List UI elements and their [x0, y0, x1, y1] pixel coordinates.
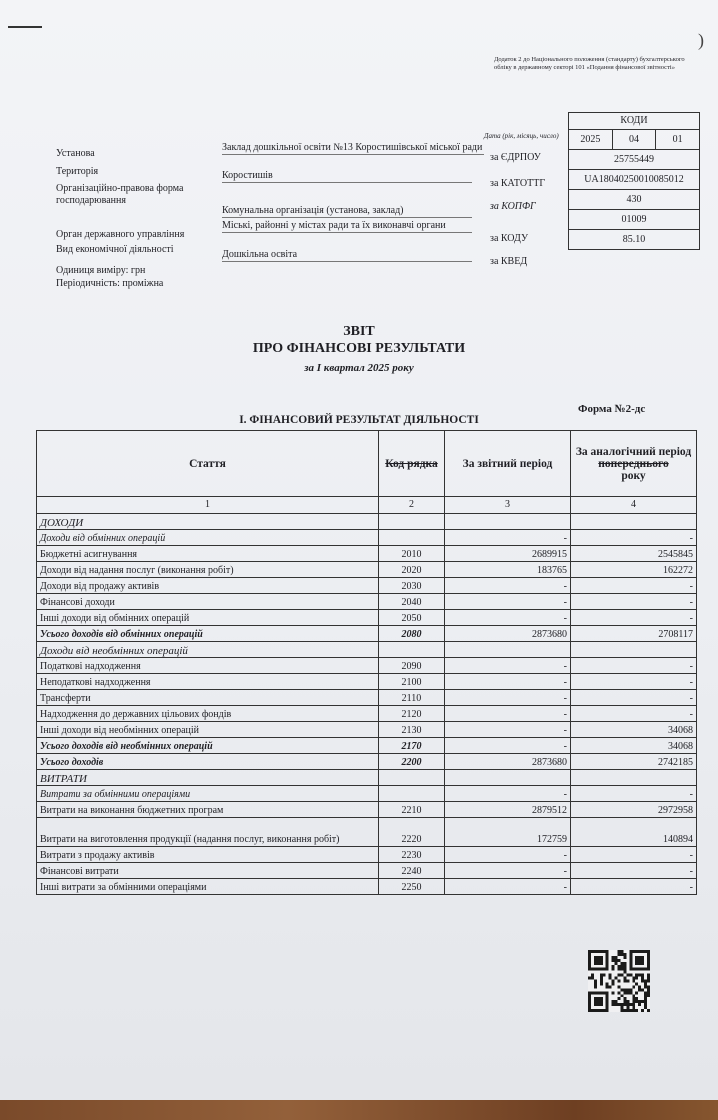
table-row [37, 562, 697, 578]
label-kved: за КВЕД [490, 256, 528, 267]
legal-form-label: Організаційно-правова форма господарювання [56, 183, 184, 206]
authority-label: Орган державного управління [56, 229, 185, 240]
label-edrpou: за ЄДРПОУ [490, 152, 541, 163]
row-previous: 140894 [571, 818, 697, 847]
code-month: 04 [613, 130, 657, 149]
row-name: Доходи від необмінних операцій [37, 642, 379, 658]
row-current: - [445, 863, 571, 879]
row-current: 2689915 [445, 546, 571, 562]
header-previous: За аналогічний період попереднього року [571, 431, 697, 497]
row-name: ВИТРАТИ [37, 770, 379, 786]
row-code: 2120 [379, 706, 445, 722]
row-name: Надходження до державних цільових фондів [37, 706, 379, 722]
table-row [37, 514, 697, 530]
row-code [379, 642, 445, 658]
table-surface [0, 1100, 718, 1120]
row-previous: 34068 [571, 738, 697, 754]
row-previous [571, 642, 697, 658]
row-current: - [445, 578, 571, 594]
row-current: - [445, 690, 571, 706]
form-number: Форма №2-дс [578, 403, 646, 415]
row-current: 172759 [445, 818, 571, 847]
row-previous: 2545845 [571, 546, 697, 562]
row-name: Доходи від продажу активів [37, 578, 379, 594]
row-code: 2200 [379, 754, 445, 770]
row-code: 2230 [379, 847, 445, 863]
row-code: 2250 [379, 879, 445, 895]
table-row [37, 818, 697, 847]
row-code: 2090 [379, 658, 445, 674]
row-name: Усього доходів від необмінних операцій [37, 738, 379, 754]
code-katottg: UA18040250010085012 [569, 170, 699, 190]
label-kodu: за КОДУ [490, 233, 529, 244]
row-name: Фінансові витрати [37, 863, 379, 879]
row-name: Доходи від обмінних операцій [37, 530, 379, 546]
row-previous [571, 770, 697, 786]
table-row [37, 658, 697, 674]
row-previous: - [571, 594, 697, 610]
table-row [37, 690, 697, 706]
row-current [445, 642, 571, 658]
label-katottg: за КАТОТТГ [490, 178, 546, 189]
institution-label: Установа [56, 148, 95, 159]
activity-label: Вид економічної діяльності [56, 244, 174, 255]
row-code: 2050 [379, 610, 445, 626]
table-body [37, 514, 697, 895]
row-previous: - [571, 658, 697, 674]
row-previous: - [571, 610, 697, 626]
code-kved: 85.10 [622, 234, 646, 245]
row-name: Витрати за обмінними операціями [37, 786, 379, 802]
table-row [37, 879, 697, 895]
row-previous: 2972958 [571, 802, 697, 818]
row-previous: - [571, 530, 697, 546]
table-row [37, 738, 697, 754]
institution-value: Заклад дошкільної освіти №13 Коростишівської міської ради [222, 142, 483, 153]
row-name: Усього доходів [37, 754, 379, 770]
territory-label: Територія [56, 166, 99, 177]
table-row [37, 706, 697, 722]
row-code: 2100 [379, 674, 445, 690]
appendix-note: Додаток 2 до Національного положення (стандарту) бухгалтерського обліку в державному секторі 101 «Подання фінансової звітності» [494, 56, 685, 71]
row-previous [571, 514, 697, 530]
code-kopfg: 430 [569, 190, 699, 210]
table-row [37, 786, 697, 802]
territory-value: Коростишів [222, 170, 472, 183]
table-row [37, 578, 697, 594]
qr-code [588, 950, 650, 1012]
codes-header: КОДИ [569, 113, 699, 130]
table-row [37, 863, 697, 879]
row-previous: 34068 [571, 722, 697, 738]
row-name: Податкові надходження [37, 658, 379, 674]
label-kopfg: за КОПФГ [490, 201, 536, 212]
activity-value: Дошкільна освіта [222, 249, 472, 262]
row-current [445, 770, 571, 786]
row-current: - [445, 610, 571, 626]
row-current: - [445, 738, 571, 754]
table-header-row [37, 431, 697, 497]
table-row [37, 802, 697, 818]
row-code: 2080 [379, 626, 445, 642]
financial-results-table [36, 430, 697, 895]
table-row [37, 626, 697, 642]
row-previous: - [571, 578, 697, 594]
row-code: 2170 [379, 738, 445, 754]
header-current: За звітний період [445, 431, 571, 497]
col-number: 4 [571, 497, 697, 514]
report-subtitle: ПРО ФІНАНСОВІ РЕЗУЛЬТАТИ [252, 341, 466, 356]
row-previous: - [571, 786, 697, 802]
row-name: Інші витрати за обмінними операціями [37, 879, 379, 895]
report-title: ЗВІТ [343, 324, 375, 339]
periodicity-label: Періодичність: проміжна [56, 278, 164, 289]
row-current: 2873680 [445, 626, 571, 642]
row-previous: - [571, 879, 697, 895]
row-current: - [445, 722, 571, 738]
table-row [37, 610, 697, 626]
row-current: 183765 [445, 562, 571, 578]
row-current: 2879512 [445, 802, 571, 818]
row-name: Витрати на виготовлення продукції (надання послуг, виконання робіт) [37, 818, 379, 847]
header-article: Стаття [37, 431, 379, 497]
row-name: ДОХОДИ [37, 514, 379, 530]
section-title: І. ФІНАНСОВИЙ РЕЗУЛЬТАТ ДІЯЛЬНОСТІ [239, 414, 479, 426]
code-year: 2025 [569, 130, 613, 149]
table-row [37, 546, 697, 562]
row-name: Доходи від надання послуг (виконання робіт) [37, 562, 379, 578]
row-name: Бюджетні асигнування [37, 546, 379, 562]
code-day: 01 [672, 134, 683, 145]
column-number-row [37, 497, 697, 514]
row-current: 2873680 [445, 754, 571, 770]
code-edrpou: 25755449 [569, 150, 699, 170]
row-name: Витрати з продажу активів [37, 847, 379, 863]
header-code: Код рядка [379, 431, 445, 497]
row-code: 2040 [379, 594, 445, 610]
col-number: 2 [379, 497, 445, 514]
row-code: 2010 [379, 546, 445, 562]
row-name: Інші доходи від обмінних операцій [37, 610, 379, 626]
row-code: 2210 [379, 802, 445, 818]
row-previous: 2742185 [571, 754, 697, 770]
row-code [379, 514, 445, 530]
row-name: Неподаткові надходження [37, 674, 379, 690]
col-number: 1 [37, 497, 379, 514]
row-previous: - [571, 706, 697, 722]
row-current [445, 514, 571, 530]
row-name: Усього доходів від обмінних операцій [37, 626, 379, 642]
table-row [37, 847, 697, 863]
row-previous: - [571, 674, 697, 690]
page-corner-mark: ) [698, 30, 704, 50]
row-current: - [445, 658, 571, 674]
row-previous: - [571, 863, 697, 879]
table-row [37, 722, 697, 738]
report-period: за І квартал 2025 року [304, 362, 414, 374]
row-code: 2020 [379, 562, 445, 578]
row-current: - [445, 530, 571, 546]
row-previous: - [571, 847, 697, 863]
table-row [37, 594, 697, 610]
row-name: Інші доходи від необмінних операцій [37, 722, 379, 738]
authority-value: Міські, районні у містах ради та їх виконавчі органи [222, 220, 472, 233]
row-code: 2240 [379, 863, 445, 879]
row-name: Трансферти [37, 690, 379, 706]
codes-date-row [569, 130, 699, 150]
code-kodu: 01009 [569, 210, 699, 230]
row-code: 2130 [379, 722, 445, 738]
codes-box [568, 112, 700, 250]
row-code: 2030 [379, 578, 445, 594]
row-current: - [445, 786, 571, 802]
row-code: 2110 [379, 690, 445, 706]
table-row [37, 642, 697, 658]
row-code [379, 530, 445, 546]
row-name: Фінансові доходи [37, 594, 379, 610]
table-row [37, 754, 697, 770]
row-current: - [445, 594, 571, 610]
row-current: - [445, 879, 571, 895]
row-code [379, 770, 445, 786]
row-current: - [445, 847, 571, 863]
col-number: 3 [445, 497, 571, 514]
row-code: 2220 [379, 818, 445, 847]
punch-mark [8, 26, 42, 28]
row-name: Витрати на виконання бюджетних програм [37, 802, 379, 818]
row-code [379, 786, 445, 802]
row-previous: 2708117 [571, 626, 697, 642]
table-row [37, 674, 697, 690]
row-previous: 162272 [571, 562, 697, 578]
date-label: Дата (рік, місяць, число) [484, 132, 559, 140]
row-previous: - [571, 690, 697, 706]
table-row [37, 770, 697, 786]
unit-label: Одиниця виміру: грн [56, 265, 146, 276]
legal-form-value: Комунальна організація (установа, заклад) [222, 205, 472, 218]
row-current: - [445, 706, 571, 722]
row-current: - [445, 674, 571, 690]
table-row [37, 530, 697, 546]
